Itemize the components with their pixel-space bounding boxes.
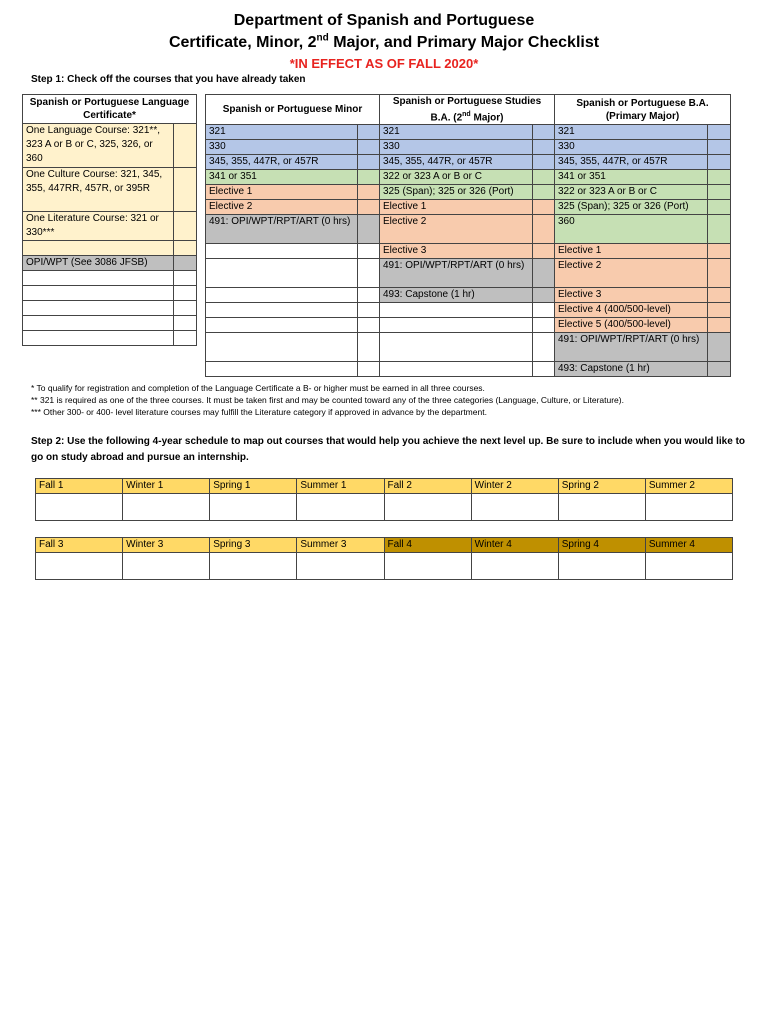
minor-course: 330 [206, 140, 358, 155]
footnote-3: *** Other 300- or 400- level literature courses may fulfill the Literature category if approved in advance by the department. [31, 407, 487, 417]
cert-check-empty[interactable] [174, 286, 197, 301]
second-major-course: 330 [380, 140, 533, 155]
minor-check[interactable] [358, 170, 380, 185]
cert-row-empty [23, 271, 174, 286]
term-cell[interactable] [36, 494, 123, 521]
second-major-header-sup: nd [462, 111, 471, 118]
second-major-check[interactable] [533, 362, 555, 377]
second-major-course: 325 (Span); 325 or 326 (Port) [380, 185, 533, 200]
second-major-course: 491: OPI/WPT/RPT/ART (0 hrs) [380, 259, 533, 288]
primary-major-course: 345, 355, 447R, or 457R [555, 155, 708, 170]
term-cell[interactable] [384, 553, 471, 580]
term-label: Fall 2 [384, 479, 471, 494]
minor-course: Elective 1 [206, 185, 358, 200]
term-label: Summer 2 [645, 479, 732, 494]
second-major-check[interactable] [533, 318, 555, 333]
minor-check[interactable] [358, 288, 380, 303]
second-major-check[interactable] [533, 303, 555, 318]
primary-major-course: 330 [555, 140, 708, 155]
schedule-years-3-4 [35, 537, 733, 580]
certificate-header: Spanish or Portuguese Language Certificate* [23, 95, 197, 124]
second-major-course [380, 362, 533, 377]
primary-major-header: Spanish or Portuguese B.A. (Primary Major) [555, 95, 731, 125]
cert-row-empty [23, 331, 174, 346]
minor-header: Spanish or Portuguese Minor [206, 95, 380, 125]
minor-check[interactable] [358, 303, 380, 318]
primary-major-check[interactable] [708, 200, 731, 215]
second-major-check[interactable] [533, 200, 555, 215]
primary-major-course: Elective 3 [555, 288, 708, 303]
term-label: Summer 1 [297, 479, 384, 494]
cert-check-empty[interactable] [174, 271, 197, 286]
primary-major-check[interactable] [708, 140, 731, 155]
minor-course [206, 259, 358, 288]
cert-check-opi[interactable] [174, 256, 197, 271]
minor-course [206, 362, 358, 377]
title-checklist-sup: nd [316, 32, 329, 44]
primary-major-check[interactable] [708, 259, 731, 288]
primary-major-course: Elective 5 (400/500-level) [555, 318, 708, 333]
second-major-course: Elective 1 [380, 200, 533, 215]
term-label: Fall 4 [384, 538, 471, 553]
primary-major-course: 325 (Span); 325 or 326 (Port) [555, 200, 708, 215]
term-cell[interactable] [36, 553, 123, 580]
primary-major-check[interactable] [708, 244, 731, 259]
minor-check[interactable] [358, 140, 380, 155]
cert-row-blank [23, 241, 174, 256]
minor-check[interactable] [358, 362, 380, 377]
term-label: Winter 1 [123, 479, 210, 494]
second-major-course: Elective 2 [380, 215, 533, 244]
term-label: Fall 3 [36, 538, 123, 553]
cert-row-literature: One Literature Course: 321 or 330*** [23, 212, 174, 241]
minor-course: 341 or 351 [206, 170, 358, 185]
minor-course [206, 318, 358, 333]
term-cell[interactable] [471, 553, 558, 580]
primary-major-check[interactable] [708, 170, 731, 185]
primary-major-course: 493: Capstone (1 hr) [555, 362, 708, 377]
second-major-course: 493: Capstone (1 hr) [380, 288, 533, 303]
certificate-table [22, 94, 197, 346]
title-checklist [0, 34, 768, 52]
term-cell[interactable] [297, 494, 384, 521]
term-cell[interactable] [645, 494, 732, 521]
term-cell[interactable] [297, 553, 384, 580]
second-major-check[interactable] [533, 185, 555, 200]
minor-check[interactable] [358, 333, 380, 362]
programs-table [205, 94, 731, 377]
minor-check[interactable] [358, 125, 380, 140]
footnote-2: ** 321 is required as one of the three courses. It must be taken first and may be counted toward any of the three categories (Language, Culture, or Literature). [31, 395, 624, 405]
primary-major-course: 321 [555, 125, 708, 140]
primary-major-check[interactable] [708, 318, 731, 333]
primary-major-course: Elective 1 [555, 244, 708, 259]
term-label: Winter 3 [123, 538, 210, 553]
second-major-check[interactable] [533, 244, 555, 259]
cert-check-language[interactable] [174, 124, 197, 168]
minor-check[interactable] [358, 185, 380, 200]
schedule-years-1-2 [35, 478, 733, 521]
second-major-check[interactable] [533, 155, 555, 170]
term-label: Winter 2 [471, 479, 558, 494]
term-label: Spring 2 [558, 479, 645, 494]
minor-course: 345, 355, 447R, or 457R [206, 155, 358, 170]
primary-major-check[interactable] [708, 303, 731, 318]
primary-major-course: Elective 4 (400/500-level) [555, 303, 708, 318]
primary-major-check[interactable] [708, 125, 731, 140]
minor-course: 321 [206, 125, 358, 140]
second-major-course [380, 318, 533, 333]
minor-course: 491: OPI/WPT/RPT/ART (0 hrs) [206, 215, 358, 244]
minor-check[interactable] [358, 200, 380, 215]
title-checklist-post: Major, and Primary Major Checklist [328, 34, 600, 51]
term-label: Spring 4 [558, 538, 645, 553]
term-label: Fall 1 [36, 479, 123, 494]
term-cell[interactable] [558, 494, 645, 521]
term-cell[interactable] [471, 494, 558, 521]
footnote-1: * To qualify for registration and completion of the Language Certificate a B- or higher must be earned in all three courses. [31, 383, 485, 393]
second-major-course: 322 or 323 A or B or C [380, 170, 533, 185]
minor-course [206, 244, 358, 259]
minor-check[interactable] [358, 244, 380, 259]
primary-major-check[interactable] [708, 288, 731, 303]
primary-major-check[interactable] [708, 362, 731, 377]
cert-check-blank[interactable] [174, 241, 197, 256]
primary-major-course: 322 or 323 A or B or C [555, 185, 708, 200]
primary-major-course: 491: OPI/WPT/RPT/ART (0 hrs) [555, 333, 708, 362]
cert-check-empty[interactable] [174, 331, 197, 346]
second-major-check[interactable] [533, 288, 555, 303]
primary-major-check[interactable] [708, 185, 731, 200]
minor-course [206, 288, 358, 303]
second-major-check[interactable] [533, 259, 555, 288]
title-checklist-pre: Certificate, Minor, 2 [168, 34, 317, 51]
term-cell[interactable] [123, 494, 210, 521]
primary-major-check[interactable] [708, 155, 731, 170]
term-label: Spring 1 [210, 479, 297, 494]
title-department: Department of Spanish and Portuguese [233, 12, 535, 29]
cert-check-culture[interactable] [174, 168, 197, 212]
primary-major-check[interactable] [708, 215, 731, 244]
cert-row-empty [23, 286, 174, 301]
primary-major-course: 341 or 351 [555, 170, 708, 185]
cert-row-empty [23, 316, 174, 331]
primary-major-check[interactable] [708, 333, 731, 362]
term-cell[interactable] [645, 553, 732, 580]
minor-check[interactable] [358, 155, 380, 170]
term-cell[interactable] [210, 553, 297, 580]
minor-check[interactable] [358, 215, 380, 244]
effective-date: *IN EFFECT AS OF FALL 2020* [289, 56, 479, 71]
term-label: Summer 3 [297, 538, 384, 553]
second-major-check[interactable] [533, 333, 555, 362]
minor-course [206, 333, 358, 362]
second-major-course: 345, 355, 447R, or 457R [380, 155, 533, 170]
cert-check-empty[interactable] [174, 316, 197, 331]
term-cell[interactable] [558, 553, 645, 580]
step1-instruction: Step 1: Check off the courses that you have already taken [31, 74, 306, 85]
term-cell[interactable] [384, 494, 471, 521]
second-major-header [380, 95, 555, 125]
second-major-check[interactable] [533, 170, 555, 185]
second-major-check[interactable] [533, 215, 555, 244]
second-major-check[interactable] [533, 125, 555, 140]
cert-row-empty [23, 301, 174, 316]
term-cell[interactable] [210, 494, 297, 521]
cert-check-empty[interactable] [174, 301, 197, 316]
term-cell[interactable] [123, 553, 210, 580]
second-major-course: 321 [380, 125, 533, 140]
term-label: Winter 4 [471, 538, 558, 553]
footnotes [31, 382, 624, 418]
minor-check[interactable] [358, 318, 380, 333]
term-label: Summer 4 [645, 538, 732, 553]
cert-row-language: One Language Course: 321**, 323 A or B or C, 325, 326, or 360 [23, 124, 174, 168]
second-major-course [380, 333, 533, 362]
second-major-header-post: Major) [470, 112, 504, 124]
minor-course: Elective 2 [206, 200, 358, 215]
cert-row-culture: One Culture Course: 321, 345, 355, 447RR, 457R, or 395R [23, 168, 174, 212]
second-major-header-pre: Spanish or Portuguese Studies B.A. (2 [392, 96, 542, 124]
cert-check-literature[interactable] [174, 212, 197, 241]
cert-row-opi: OPI/WPT (See 3086 JFSB) [23, 256, 174, 271]
second-major-course: Elective 3 [380, 244, 533, 259]
step2-instruction: Step 2: Use the following 4-year schedule to map out courses that would help you achieve the next level up. Be sure to include when you would like to go on study abroad and pursue an internship. [31, 436, 746, 463]
primary-major-course: 360 [555, 215, 708, 244]
minor-check[interactable] [358, 259, 380, 288]
primary-major-course: Elective 2 [555, 259, 708, 288]
term-label: Spring 3 [210, 538, 297, 553]
second-major-check[interactable] [533, 140, 555, 155]
minor-course [206, 303, 358, 318]
second-major-course [380, 303, 533, 318]
